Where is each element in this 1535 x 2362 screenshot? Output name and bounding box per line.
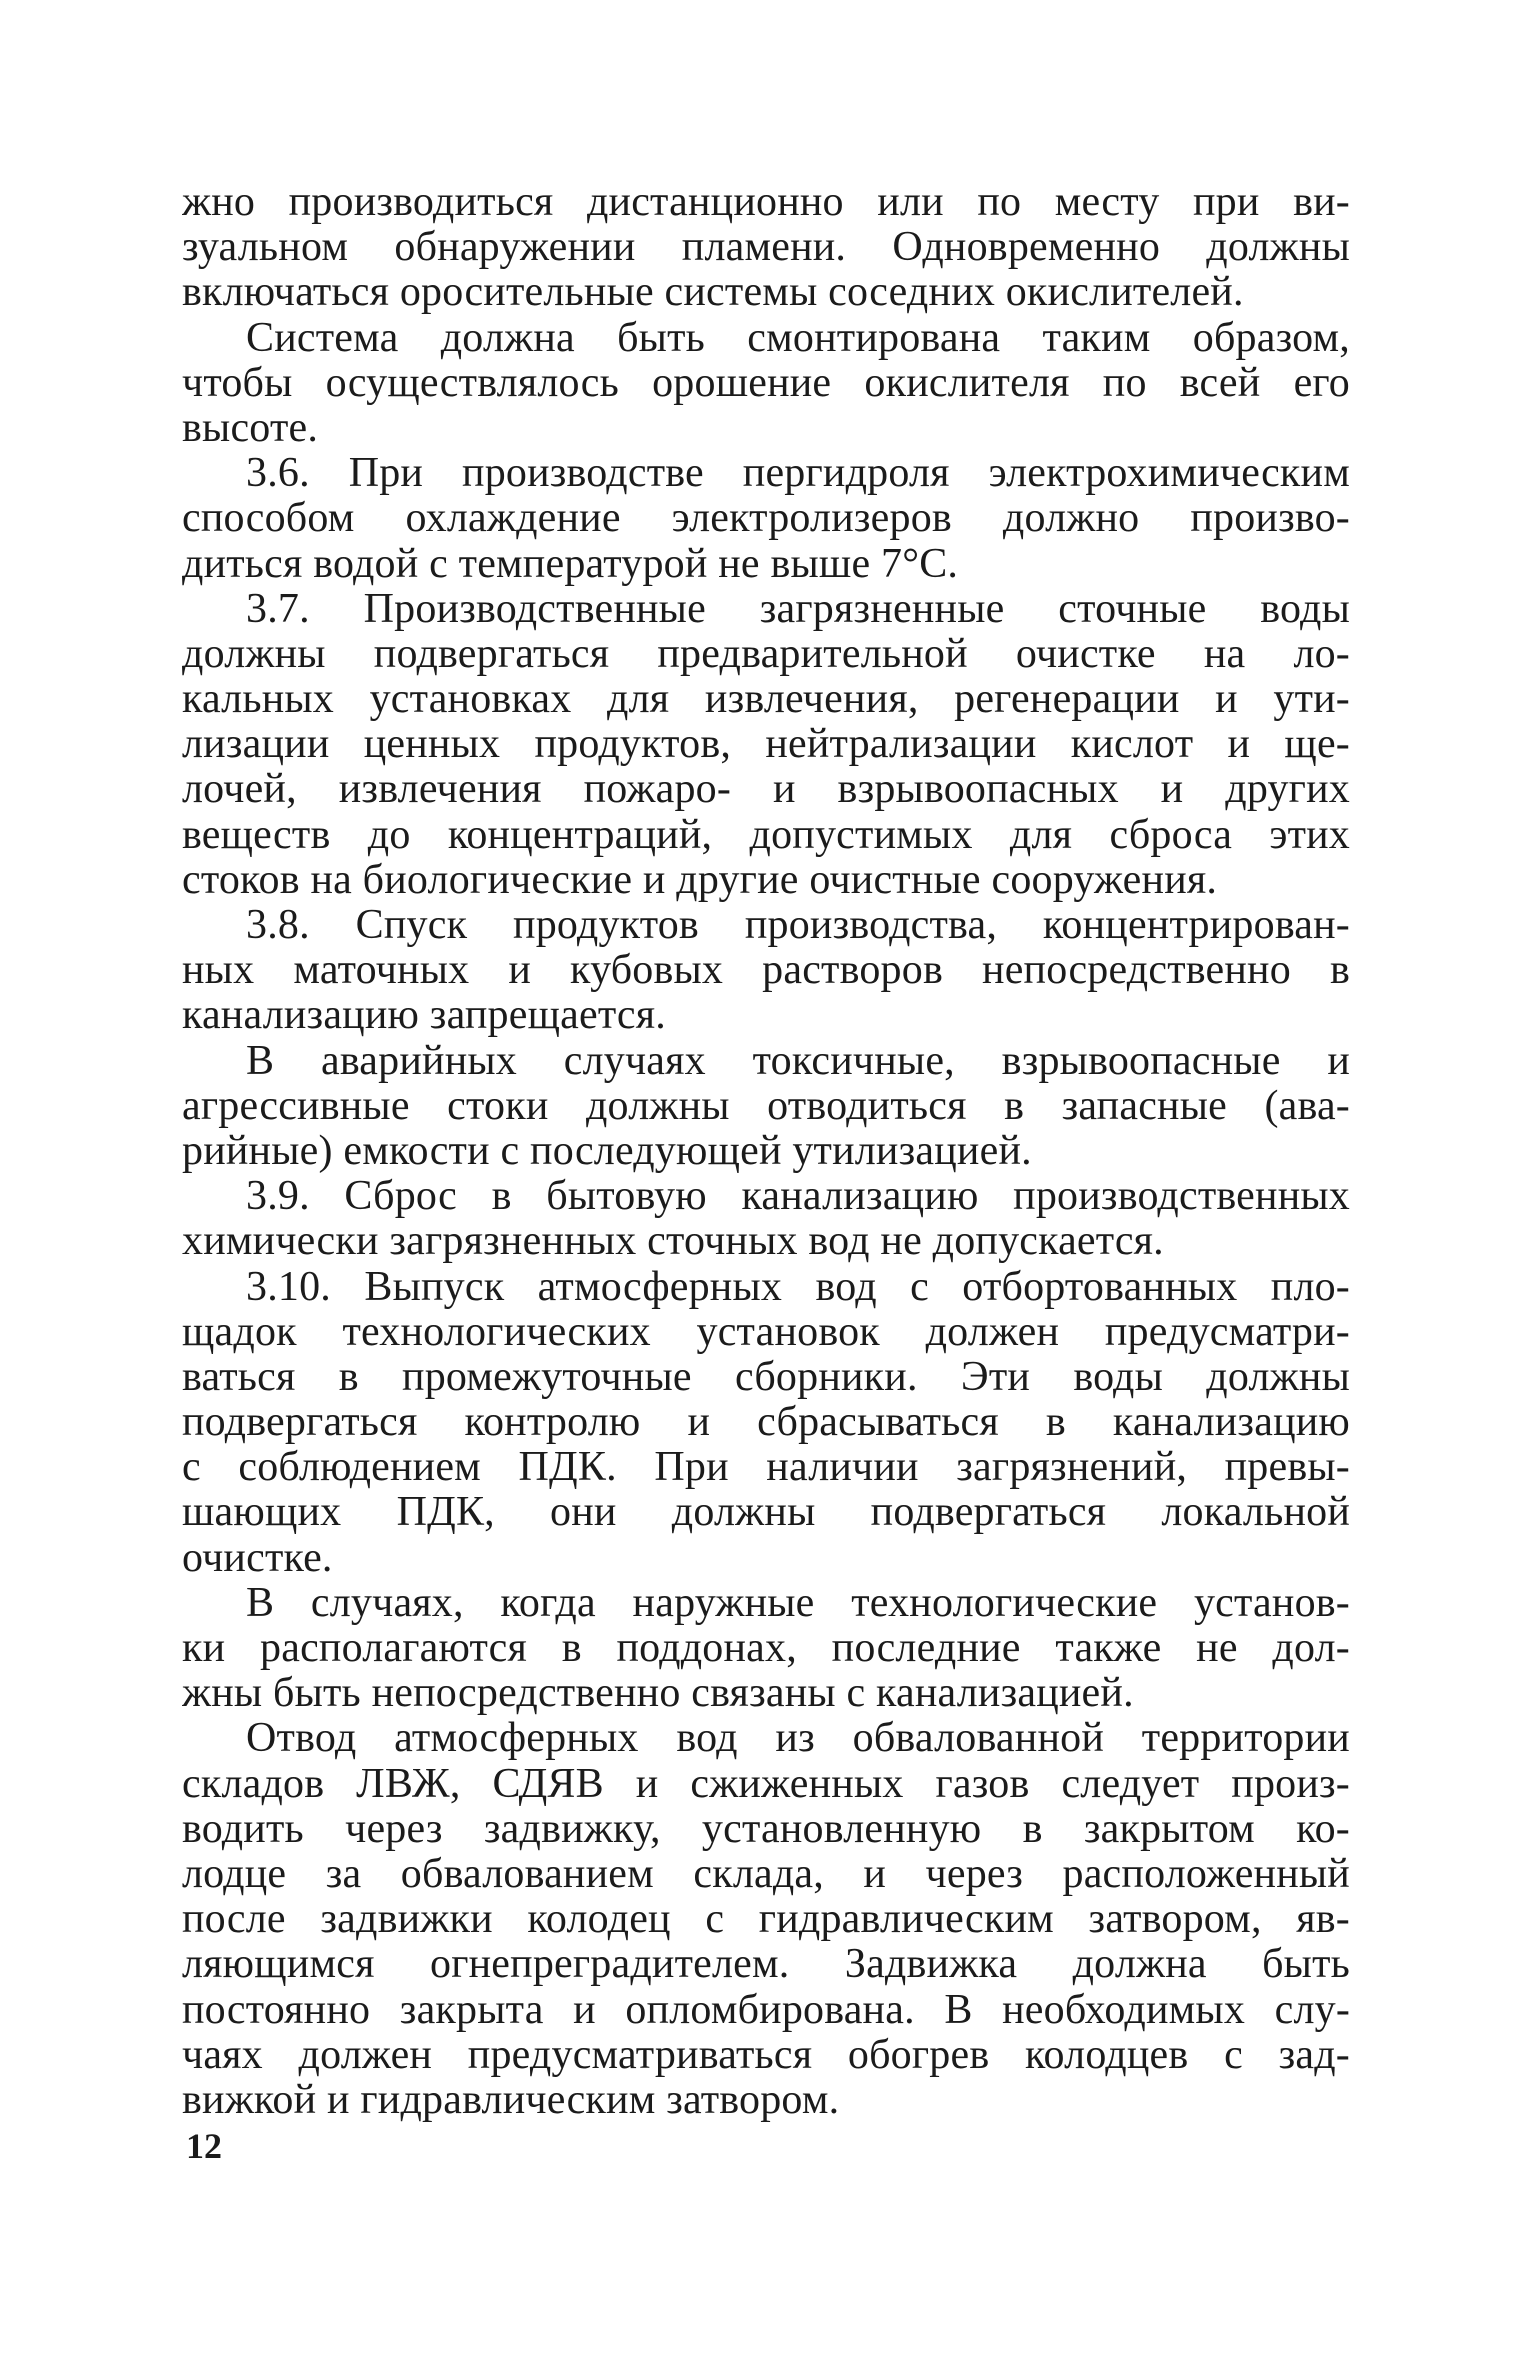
text-line: жно производиться дистанционно или по месту при ви- xyxy=(182,180,1350,225)
text-line: 3.8. Спуск продуктов производства, концентрирован- xyxy=(246,903,1350,948)
paragraph xyxy=(182,1581,1350,1717)
text-line: способом охлаждение электролизеров должно произво- xyxy=(182,496,1350,542)
text-line: стоков на биологические и другие очистные сооружения. xyxy=(182,857,1218,903)
paragraph xyxy=(182,1039,1350,1175)
text-line: В аварийных случаях токсичные, взрывоопасные и xyxy=(246,1038,1350,1084)
text-line: с соблюдением ПДК. При наличии загрязнений, превы- xyxy=(182,1445,1350,1491)
body-text xyxy=(182,180,1350,2123)
text-line: ляющимся огнепреградителем. Задвижка должна быть xyxy=(182,1942,1350,1988)
text-line: кальных установках для извлечения, регенерации и ути- xyxy=(182,677,1350,723)
paragraph xyxy=(182,1174,1350,1264)
text-line: после задвижки колодец с гидравлическим затвором, яв- xyxy=(182,1897,1350,1943)
text-line: чаях должен предусматриваться обогрев колодцев с зад- xyxy=(182,2032,1350,2078)
text-line: 3.9. Сброс в бытовую канализацию производственных xyxy=(246,1174,1350,1220)
text-line: ных маточных и кубовых растворов непосредственно в xyxy=(182,948,1350,994)
paragraph xyxy=(182,451,1350,587)
text-line: постоянно закрыта и опломбирована. В необходимых слу- xyxy=(182,1987,1350,2033)
text-line: вижкой и гидравлическим затвором. xyxy=(182,2077,840,2123)
text-line: лодце за обвалованием склада, и через расположенный xyxy=(182,1851,1350,1897)
text-line: Отвод атмосферных вод из обвалованной территории xyxy=(246,1716,1350,1762)
text-line: 3.10. Выпуск атмосферных вод с отбортованных пло- xyxy=(246,1264,1350,1310)
paragraph xyxy=(182,903,1350,1039)
paragraph xyxy=(182,587,1350,903)
text-line: рийные) емкости с последующей утилизацией. xyxy=(182,1128,1032,1174)
text-line: ки располагаются в поддонах, последние также не дол- xyxy=(182,1626,1350,1671)
text-line: лочей, извлечения пожаро- и взрывоопасных и других xyxy=(182,767,1350,813)
text-line: подвергаться контролю и сбрасываться в канализацию xyxy=(182,1400,1350,1446)
text-line: должны подвергаться предварительной очистке на ло- xyxy=(182,631,1350,677)
text-line: канализацию запрещается. xyxy=(182,993,666,1039)
text-line: включаться оросительные системы соседних окислителей. xyxy=(182,270,1244,316)
text-line: водить через задвижку, установленную в закрытом ко- xyxy=(182,1806,1350,1852)
paragraph xyxy=(182,316,1350,452)
text-line: зуальном обнаружении пламени. Одновременно должны xyxy=(182,225,1350,271)
text-line: чтобы осуществлялось орошение окислителя по всей его xyxy=(182,360,1350,406)
text-line: 3.7. Производственные загрязненные сточные воды xyxy=(246,586,1350,632)
text-line: жны быть непосредственно связаны с канализацией. xyxy=(182,1671,1134,1717)
text-line: агрессивные стоки должны отводиться в запасные (ава- xyxy=(182,1083,1350,1129)
text-line: 3.6. При производстве пергидроля электрохимическим xyxy=(246,451,1350,497)
text-line: диться водой с температурой не выше 7°С. xyxy=(182,541,959,587)
text-line: химически загрязненных сточных вод не допускается. xyxy=(182,1219,1164,1265)
text-line: Система должна быть смонтирована таким образом, xyxy=(246,315,1350,361)
text-line: ваться в промежуточные сборники. Эти воды должны xyxy=(182,1354,1350,1400)
paragraph xyxy=(182,1716,1350,2123)
paragraph xyxy=(182,180,1350,316)
paragraph xyxy=(182,1265,1350,1581)
text-line: лизации ценных продуктов, нейтрализации кислот и ще- xyxy=(182,722,1350,768)
text-line: очистке. xyxy=(182,1535,333,1581)
text-line: складов ЛВЖ, СДЯВ и сжиженных газов следует произ- xyxy=(182,1761,1350,1807)
text-line: щадок технологических установок должен предусматри- xyxy=(182,1309,1350,1355)
text-line: высоте. xyxy=(182,405,319,451)
text-line: В случаях, когда наружные технологические установ- xyxy=(246,1580,1350,1626)
page-number: 12 xyxy=(186,2126,222,2166)
text-line: шающих ПДК, они должны подвергаться локальной xyxy=(182,1490,1350,1536)
text-line: веществ до концентраций, допустимых для сброса этих xyxy=(182,812,1350,858)
